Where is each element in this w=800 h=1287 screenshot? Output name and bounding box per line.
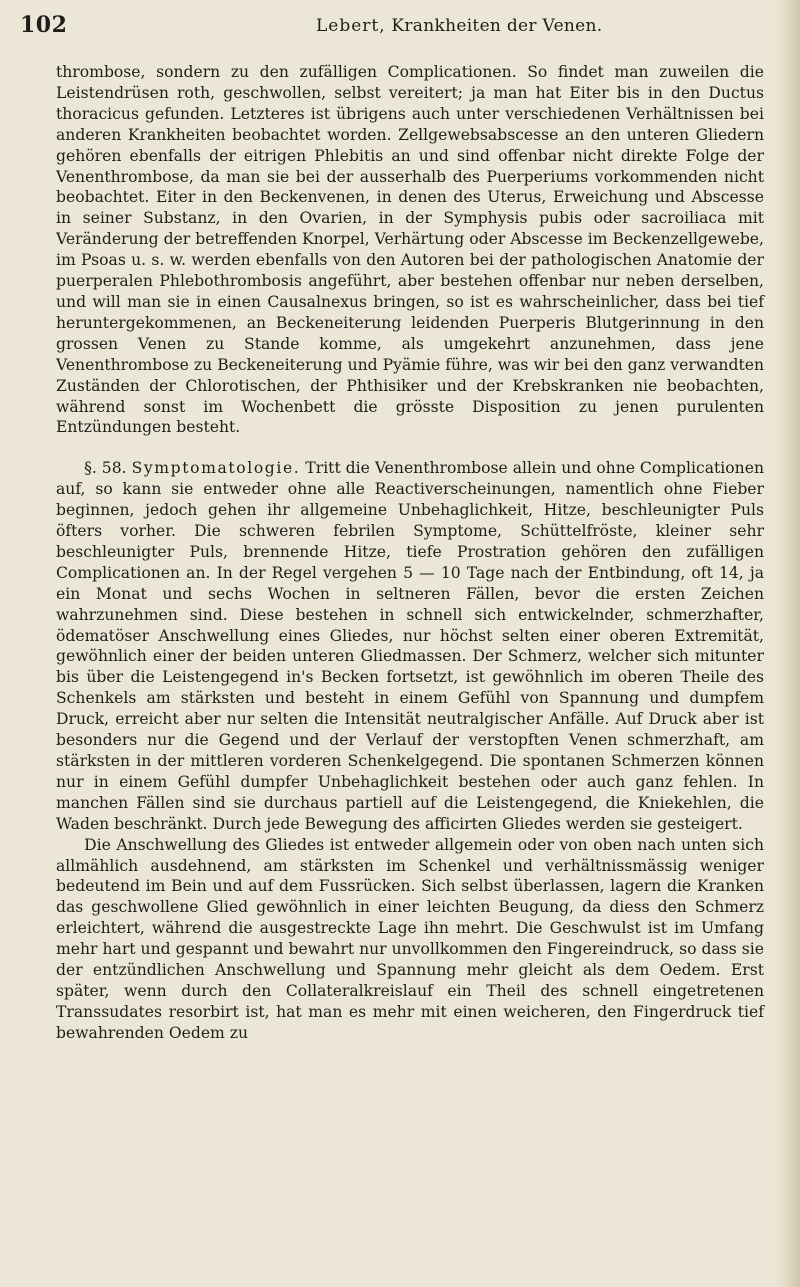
page-number: 102: [20, 12, 68, 38]
page-header: [20, 12, 768, 52]
section-text: Tritt die Venenthrombose allein und ohne Complicationen auf, so kann sie entweder ohne alle Reactiverscheinungen, namentlich ohne Fieber beginnen, jedoch gehen ihr allgemeine Unbehaglichkeit, Hitze, beschleunigter Puls öfters vorher. Die schweren febrilen Symptome, Schüttelfröste, kleiner sehr beschleunigter Puls, brennende Hitze, tiefe Prostration gehören den zufälligen Complicationen an. In der Regel vergehen 5 — 10 Tage nach der Entbindung, oft 14, ja ein Monat und sechs Wochen in seltneren Fällen, bevor die ersten Zeichen wahrzunehmen sind. Diese bestehen in schnell sich entwickelnder, schmerzhafter, ödematöser Anschwellung eines Gliedes, nur höchst selten einer oberen Extremität, gewöhnlich einer der beiden unteren Gliedmassen. Der Schmerz, welcher sich mitunter bis über die Leistengegend in's Becken fortsetzt, ist gewöhnlich im oberen Theile des Schenkels am stärksten und besteht in einem Gefühl von Spannung und dumpfem Druck, erreicht aber nur selten die Intensität neutralgischer Anfälle. Auf Druck aber ist besonders nur die Gegend und der Verlauf der verstopften Venen schmerzhaft, am stärksten in der mittleren vorderen Schenkelgegend. Die spontanen Schmerzen können nur in einem Gefühl dumpfer Unbehaglichkeit bestehen oder auch ganz fehlen. In manchen Fällen sind sie durchaus partiell auf die Leistengegend, die Kniekehlen, die Waden beschränkt. Durch jede Bewegung des afficirten Gliedes werden sie gesteigert.: [56, 459, 764, 833]
section-paragraph: [56, 458, 764, 834]
running-head-title: Krankheiten der Venen.: [391, 16, 603, 36]
page-edge-shadow: [774, 0, 800, 1287]
paragraph: Die Anschwellung des Gliedes ist entweder allgemein oder von oben nach unten sich allmählich ausdehnend, am stärksten im Schenkel und verhältnissmässig weniger bedeutend im Bein und auf dem Fussrücken. Sich selbst überlassen, lagern die Kranken das geschwollene Glied gewöhnlich in einer leichten Beugung, da diess den Schmerz erleichtert, während die ausgestreckte Lage ihn mehrt. Die Geschwulst ist im Umfang mehr hart und gespannt und bewahrt nur unvollkommen den Fingereindruck, so dass sie der entzündlichen Anschwellung und Spannung mehr gleicht als dem Oedem. Erst später, wenn durch den Collateralkreislauf ein Theil des schnell eingetretenen Transsudates resorbirt ist, hat man es mehr mit einen weicheren, den Fingerdruck tief bewahrenden Oedem zu: [56, 835, 764, 1042]
body-text: [56, 62, 764, 1044]
running-head: [316, 16, 603, 36]
paragraph-continued: thrombose, sondern zu den zufälligen Complicationen. So findet man zuweilen die Leistendrüsen roth, geschwollen, selbst vereitert; ja man hat Eiter bis in den Ductus thoracicus gefunden. Letzteres ist übrigens auch unter verschiedenen Verhältnissen bei anderen Krankheiten beobachtet worden. Zellgewebsabscesse an den unteren Gliedern gehören ebenfalls der eitrigen Phlebitis an und sind offenbar nicht direkte Folge der Venenthrombose, da man sie bei der ausserhalb des Puerperiums vorkommenden nicht beobachtet. Eiter in den Beckenvenen, in denen des Uterus, Erweichung und Abscesse in seiner Substanz, in den Ovarien, in der Symphysis pubis oder sacroiliaca mit Veränderung der betreffenden Knorpel, Verhärtung oder Abscesse im Beckenzellgewebe, im Psoas u. s. w. werden ebenfalls von den Autoren bei der pathologischen Anatomie der puerperalen Phlebothrombosis angeführt, aber bestehen offenbar nur neben derselben, und will man sie in einen Causalnexus bringen, so ist es wahrscheinlicher, dass bei tief heruntergekommenen, an Beckeneiterung leidenden Puerperis Blutgerinnung in den grossen Venen zu Stande komme, als umgekehrt anzunehmen, dass jene Venenthrombose zu Beckeneiterung und Pyämie führe, was wir bei den ganz verwandten Zuständen der Chlorotischen, der Phthisiker und der Krebskranken nie beobachten, während sonst im Wochenbett die grösste Disposition zu jenen purulenten Entzündungen besteht.: [56, 63, 764, 437]
section-number: §. 58.: [84, 459, 127, 478]
running-head-author: Lebert,: [316, 16, 386, 36]
section-title: Symptomatologie.: [131, 459, 301, 478]
